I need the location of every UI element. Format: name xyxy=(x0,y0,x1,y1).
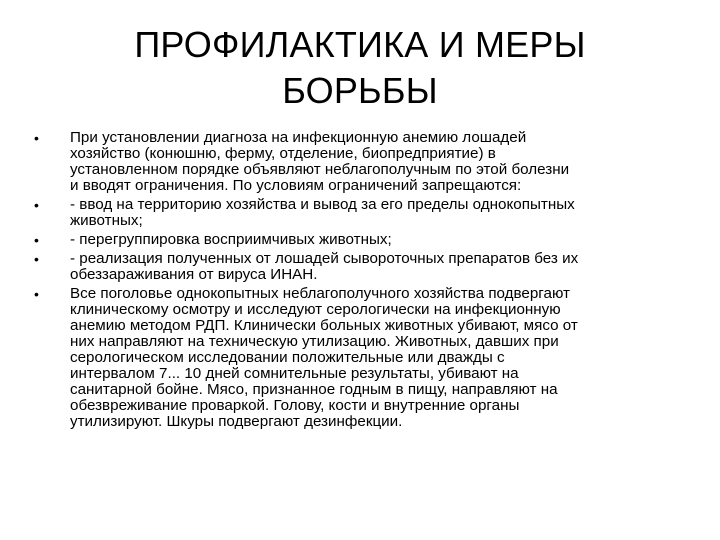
bullet-text-line: обеззараживания от вируса ИНАН. xyxy=(70,266,318,283)
bullet-text-line: утилизируют. Шкуры подвергают дезинфекции. xyxy=(70,413,403,430)
bullet-text-line: - реализация полученных от лошадей сывороточных препаратов без их xyxy=(70,250,579,267)
bullet-list xyxy=(34,130,694,433)
bullet-text-line: и вводят ограничения. По условиям ограничений запрещаются: xyxy=(70,177,522,194)
bullet-text-line: - перегруппировка восприимчивых животных; xyxy=(70,231,392,248)
bullet-text-line: установленном порядке объявляют неблагополучным по этой болезни xyxy=(70,161,570,178)
bullet-dot-icon: • xyxy=(34,286,39,302)
bullet-text-line: анемию методом РДП. Клинически больных животных убивают, мясо от xyxy=(70,317,578,334)
slide-title-line: БОРЬБЫ xyxy=(282,70,438,111)
bullet-item xyxy=(34,197,694,229)
bullet-text-line: животных; xyxy=(70,212,143,229)
bullet-text-line: них направляют на техническую утилизацию. Животных, давших при xyxy=(70,333,559,350)
bullet-item xyxy=(34,251,694,283)
bullet-text-line: санитарной бойне. Мясо, признанное годным в пищу, направляют на xyxy=(70,381,558,398)
bullet-text-line: клиническому осмотру и исследуют серологически на инфекционную xyxy=(70,301,561,318)
slide-title-line: ПРОФИЛАКТИКА И МЕРЫ xyxy=(134,24,586,65)
bullet-dot-icon: • xyxy=(34,130,39,146)
bullet-text-line: При установлении диагноза на инфекционную анемию лошадей xyxy=(70,129,527,146)
bullet-dot-icon: • xyxy=(34,251,39,267)
bullet-text-line: серологическом исследовании положительные или дважды с xyxy=(70,349,505,366)
bullet-item xyxy=(34,232,694,248)
bullet-text-line: интервалом 7... 10 дней сомнительные результаты, убивают на xyxy=(70,365,519,382)
bullet-item xyxy=(34,286,694,430)
bullet-dot-icon: • xyxy=(34,197,39,213)
bullet-text-line: хозяйство (конюшню, ферму, отделение, биопредприятие) в xyxy=(70,145,496,162)
bullet-dot-icon: • xyxy=(34,232,39,248)
bullet-item xyxy=(34,130,694,194)
bullet-text-line: обезвреживание проваркой. Голову, кости и внутренние органы xyxy=(70,397,520,414)
bullet-text-line: Все поголовье однокопытных неблагополучного хозяйства подвергают xyxy=(70,285,570,302)
bullet-text-line: - ввод на территорию хозяйства и вывод за его пределы однокопытных xyxy=(70,196,575,213)
slide-title xyxy=(60,22,660,114)
